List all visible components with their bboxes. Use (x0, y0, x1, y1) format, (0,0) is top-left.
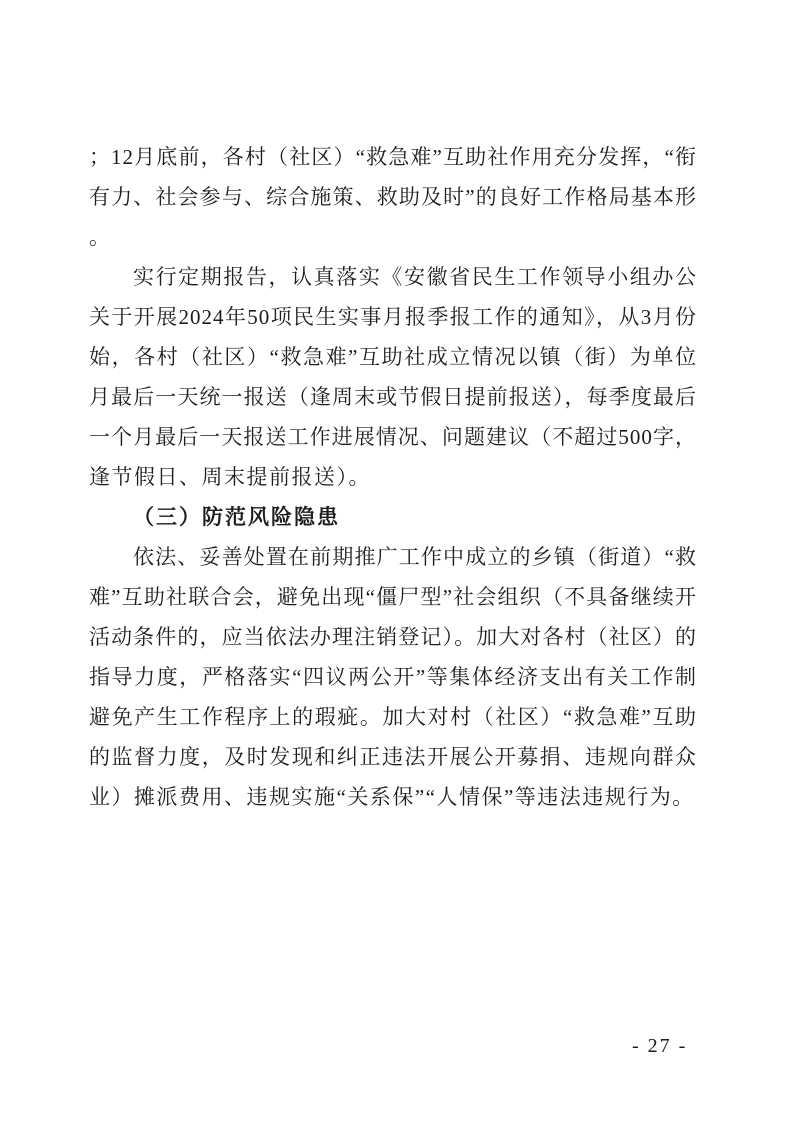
text-line: 始，各村（社区）“救急难”互助社成立情况以镇（街）为单位 (89, 345, 697, 369)
text-line: 依法、妥善处置在前期推广工作中成立的乡镇（街道）“救 (133, 545, 697, 569)
text-line: 月最后一天统一报送（逢周末或节假日提前报送），每季度最后 (89, 385, 697, 409)
text-line: 指导力度，严格落实“四议两公开”等集体经济支出有关工作制 (89, 665, 697, 689)
text-line: 避免产生工作程序上的瑕疵。加大对村（社区）“救急难”互助 (89, 705, 697, 729)
document-body (89, 137, 697, 817)
text-line: 业）摊派费用、违规实施“关系保”“人情保”等违法违规行为。 (89, 785, 695, 809)
section-heading: （三）防范风险隐患 (133, 505, 340, 529)
text-line: 实行定期报告，认真落实《安徽省民生工作领导小组办公 (133, 265, 697, 289)
text-line: 。 (89, 225, 112, 249)
text-line: 难”互助社联合会，避免出现“僵尸型”社会组织（不具备继续开 (89, 585, 697, 609)
text-line: 逢节假日、周末提前报送）。 (89, 465, 371, 489)
text-line: 活动条件的，应当依法办理注销登记）。加大对各村（社区）的 (89, 625, 697, 649)
text-line: 关于开展2024年50项民生实事月报季报工作的通知》，从3月份 (89, 305, 697, 329)
text-line: 一个月最后一天报送工作进展情况、问题建议（不超过500字， (89, 425, 697, 449)
text-line: ；12月底前，各村（社区）“救急难”互助社作用充分发挥，“衔 (89, 145, 697, 169)
text-line: 的监督力度，及时发现和纠正违法开展公开募捐、违规向群众 (89, 745, 697, 769)
page-number: - 27 - (632, 1035, 688, 1057)
text-line: 有力、社会参与、综合施策、救助及时”的良好工作格局基本形 (89, 185, 697, 209)
